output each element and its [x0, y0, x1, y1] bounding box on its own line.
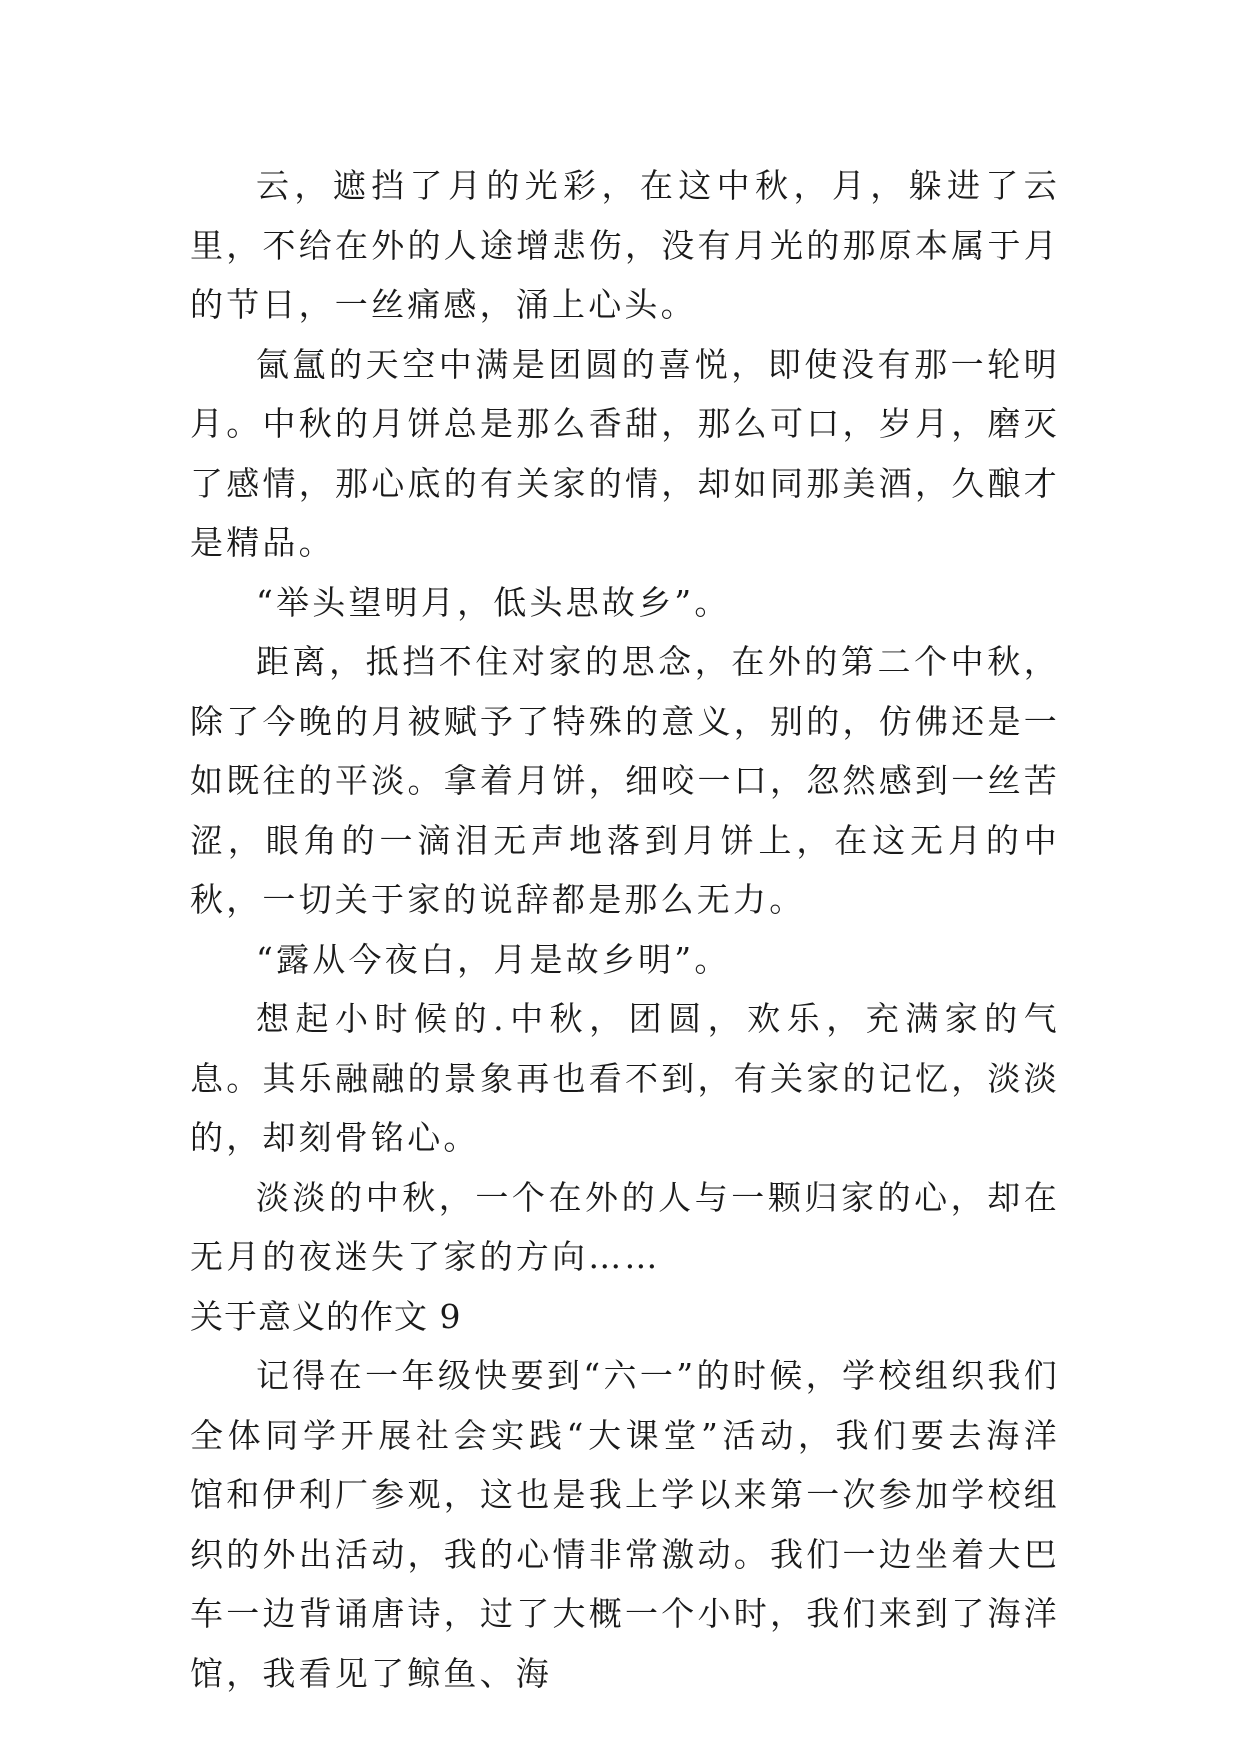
section-title: 关于意义的作文 9	[190, 1296, 462, 1336]
paragraph-field-trip: 记得在一年级快要到“六一”的时候，学校组织我们全体同学开展社会实践“大课堂”活动，我们要去海洋馆和伊利厂参观，这也是我上学以来第一次参加学校组织的外出活动，我的心情非常激动。我们一边坐着大巴车一边背诵唐诗，过了大概一个小时，我们来到了海洋馆，我看见了鲸鱼、海	[190, 1356, 1060, 1693]
paragraph-sky: 氤氲的天空中满是团圆的喜悦，即使没有那一轮明月。中秋的月饼总是那么香甜，那么可口，岁月，磨灭了感情，那心底的有关家的情，却如同那美酒，久酿才是精品。	[190, 344, 1060, 562]
document-body	[190, 156, 1060, 1703]
paragraph-closing: 淡淡的中秋，一个在外的人与一颗归家的心，却在无月的夜迷失了家的方向……	[190, 1177, 1060, 1276]
paragraph-poem-quote-1: “举头望明月，低头思故乡”。	[256, 582, 731, 622]
paragraph-childhood: 想起小时候的.中秋，团圆，欢乐，充满家的气息。其乐融融的景象再也看不到，有关家的记忆，淡淡的，却刻骨铭心。	[190, 999, 1060, 1157]
paragraph-poem-quote-2: “露从今夜白，月是故乡明”。	[256, 939, 731, 979]
paragraph-distance: 距离，抵挡不住对家的思念，在外的第二个中秋，除了今晚的月被赋予了特殊的意义，别的，仿佛还是一如既往的平淡。拿着月饼，细咬一口，忽然感到一丝苦涩，眼角的一滴泪无声地落到月饼上，在这无月的中秋，一切关于家的说辞都是那么无力。	[190, 642, 1060, 919]
paragraph-clouds: 云，遮挡了月的光彩，在这中秋，月，躲进了云里，不给在外的人途增悲伤，没有月光的那原本属于月的节日，一丝痛感，涌上心头。	[190, 166, 1060, 324]
